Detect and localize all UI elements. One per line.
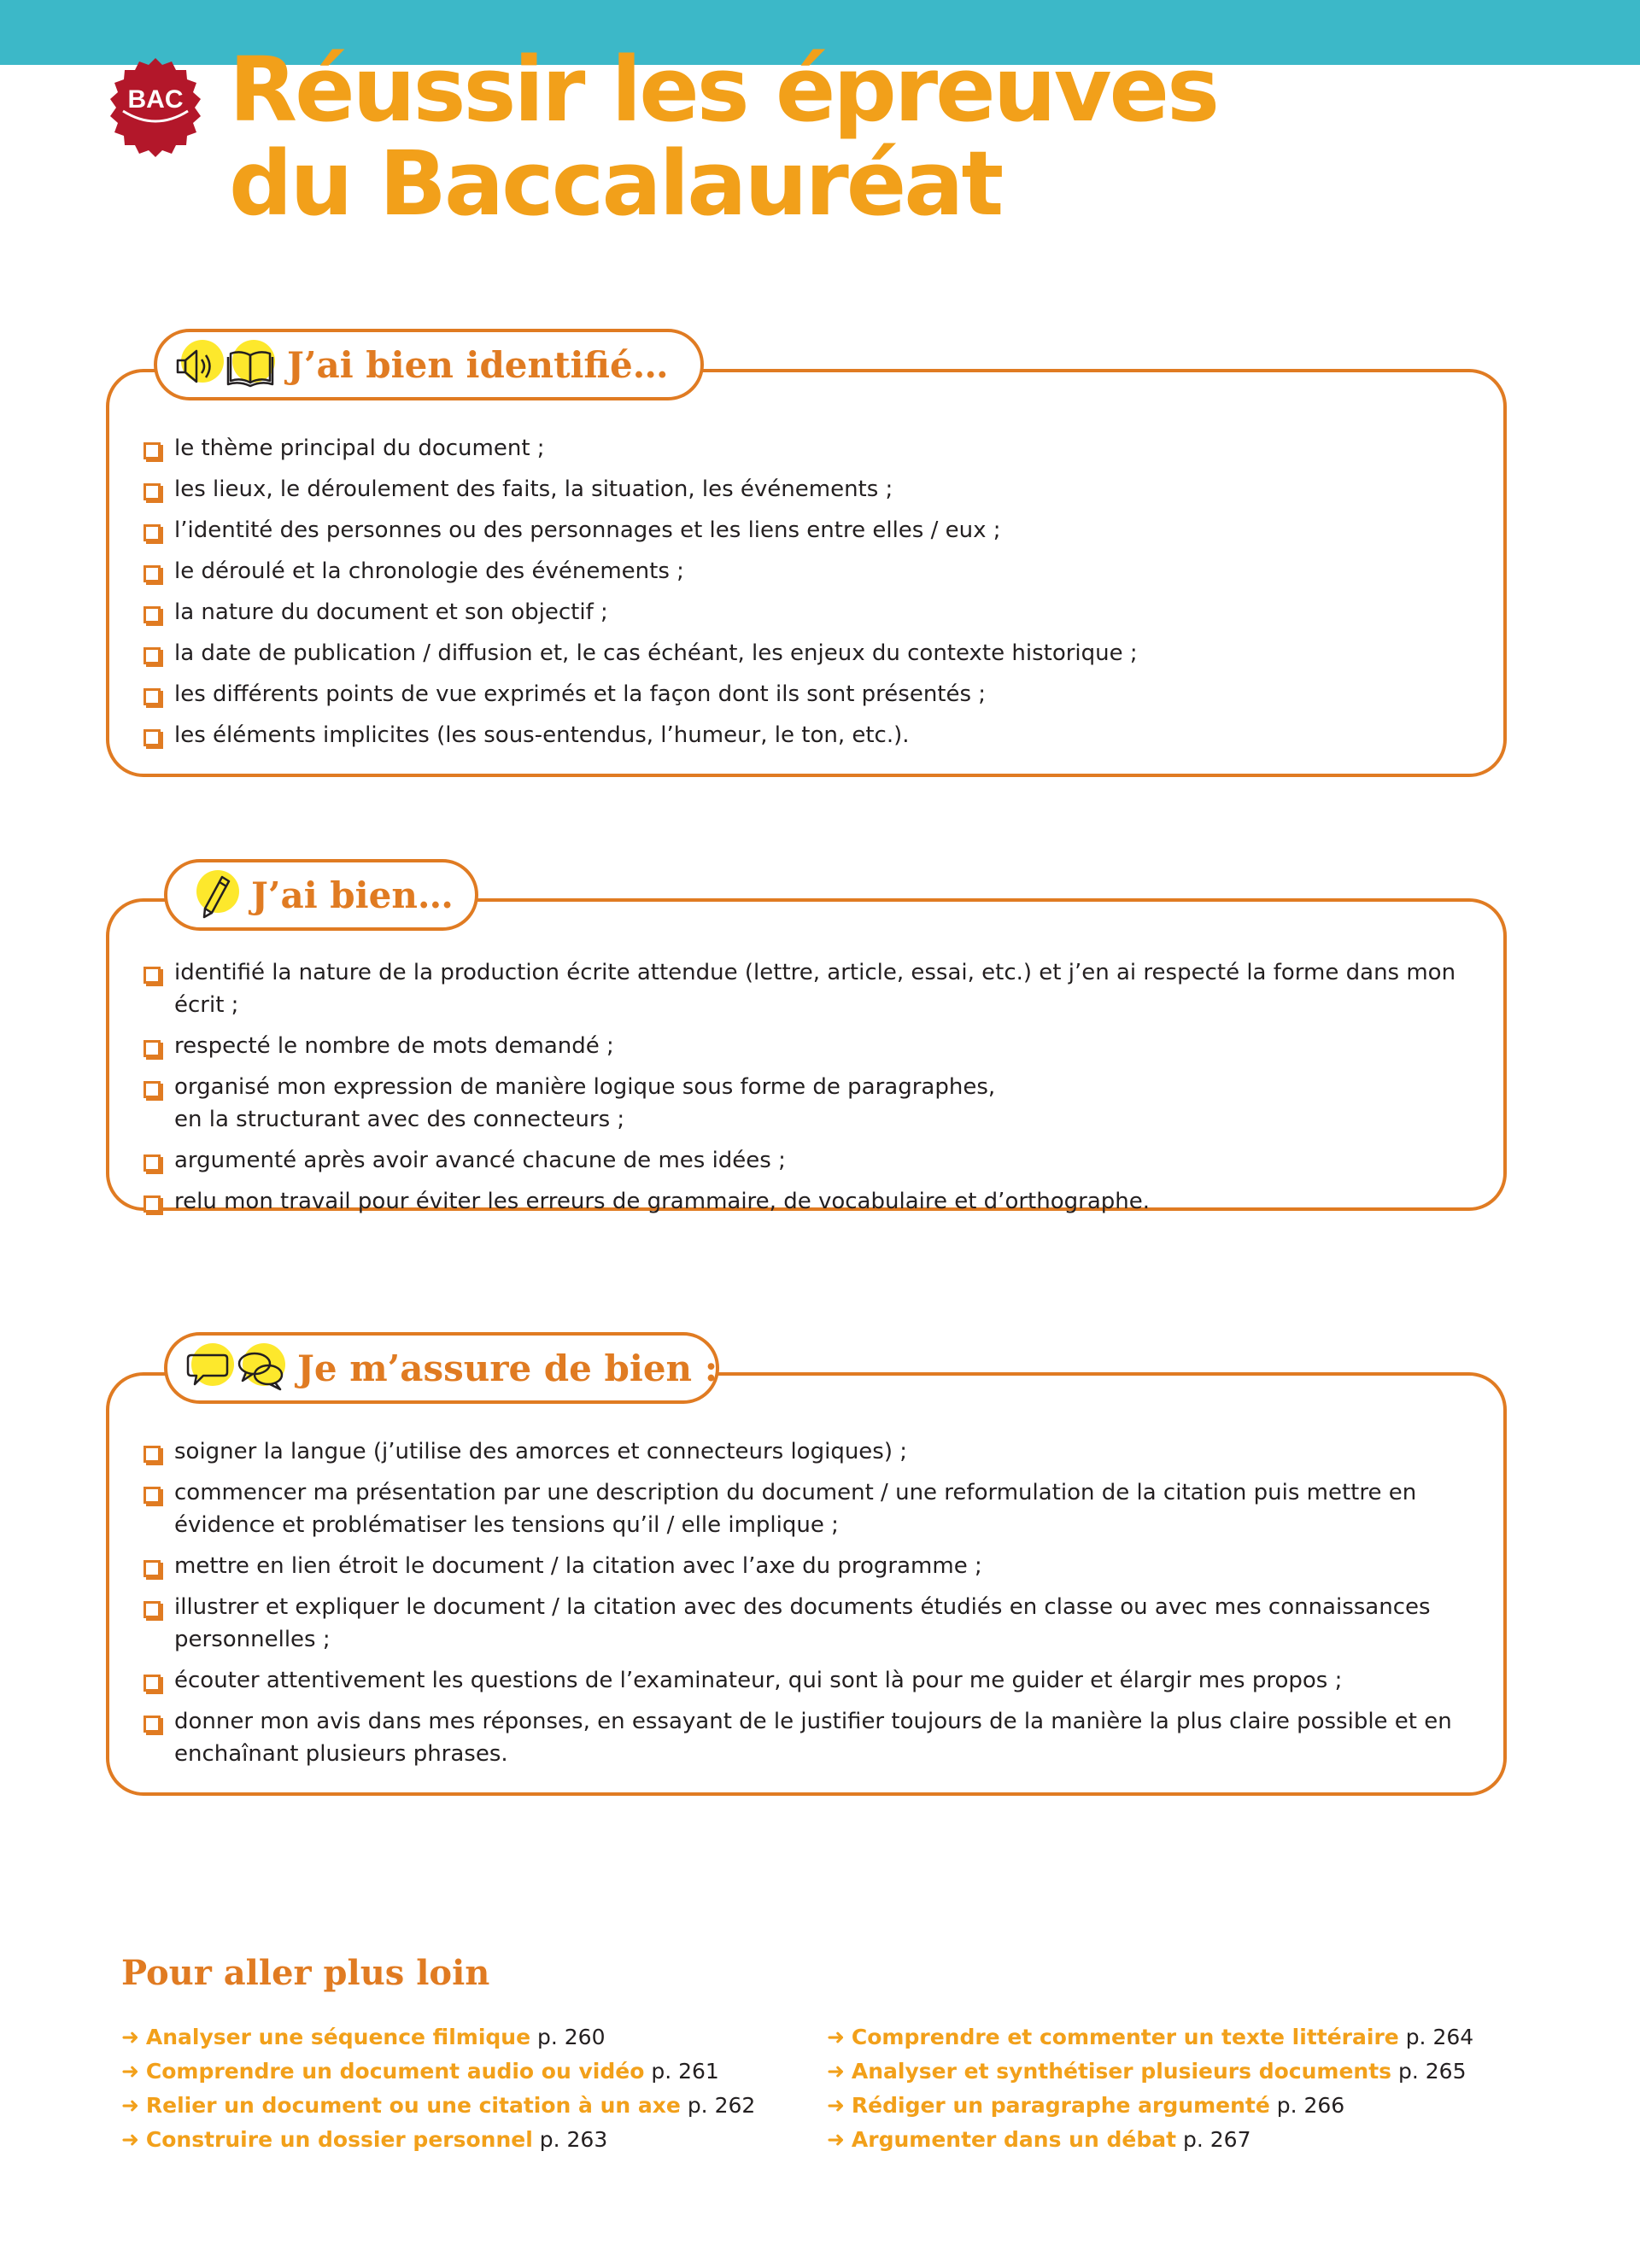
checkbox-icon [144,442,161,459]
arrow-right-icon: ➜ [827,2093,845,2118]
checklist-item-text: l’identité des personnes ou des personnages et les liens entre elles / eux ; [174,517,1001,543]
page-ref: p. 267 [1183,2127,1251,2152]
section-tab-done-well [164,859,478,931]
checkbox-icon [144,483,161,500]
arrow-right-icon: ➜ [121,2127,139,2152]
checkbox-icon [144,967,161,984]
link-text[interactable]: Relier un document ou une citation à un axe [145,2093,681,2118]
section-tab-ensure [164,1332,719,1404]
further-links-left [121,2020,755,2157]
checklist-item [144,956,1469,1021]
checkbox-icon [144,524,161,541]
checklist-item-text: respecté le nombre de mots demandé ; [174,1033,614,1059]
checklist-item [144,1030,1469,1062]
speaker-icon [174,340,224,389]
checkbox-icon [144,1195,161,1213]
checklist-item-text: le déroulé et la chronologie des événements ; [174,558,684,584]
checklist-item [144,555,1469,587]
dialogue-bubbles-icon [236,1343,285,1393]
checklist-item-text: mettre en lien étroit le document / la citation avec l’axe du programme ; [174,1553,982,1579]
checklist-item-text: relu mon travail pour éviter les erreurs de grammaire, de vocabulaire et d’orthographe. [174,1189,1150,1214]
checklist-item [144,1705,1469,1770]
bac-badge [104,56,207,159]
checklist-item-text: argumenté après avoir avancé chacune de mes idées ; [174,1148,786,1173]
checklist-item-text: identifié la nature de la production écrite attendue (lettre, article, essai, etc.) et j’en ai respecté la forme dans mon écrit ; [174,960,1456,1018]
checklist-item [144,637,1469,669]
section-title: J’ai bien… [251,874,454,916]
section-title: J’ai bien identifié… [287,343,669,386]
checkbox-icon [144,1154,161,1172]
arrow-right-icon: ➜ [827,2127,845,2152]
arrow-right-icon: ➜ [121,2059,139,2084]
checkbox-icon [144,1675,161,1692]
checklist-item-text: la date de publication / diffusion et, le cas échéant, les enjeux du contexte historique ; [174,640,1138,666]
page-ref: p. 266 [1276,2093,1345,2118]
checklist-item-text: les différents points de vue exprimés et la façon dont ils sont présentés ; [174,681,987,707]
page-ref: p. 262 [687,2093,756,2118]
checklist-item [144,514,1469,547]
section-tab-identified [154,329,704,400]
link-text[interactable]: Argumenter dans un débat [851,2127,1177,2152]
link-text[interactable]: Comprendre et commenter un texte littéraire [851,2025,1399,2049]
checklist-item [144,1550,1469,1582]
section-ensure [106,1372,1507,1796]
page-ref: p. 265 [1398,2059,1467,2084]
checkbox-icon [144,1040,161,1057]
arrow-right-icon: ➜ [827,2025,845,2049]
page-ref: p. 263 [539,2127,608,2152]
further-link[interactable] [827,2123,1473,2157]
checklist-item [144,1435,1469,1468]
link-text[interactable]: Comprendre un document audio ou vidéo [145,2059,645,2084]
checkbox-icon [144,1601,161,1618]
checklist-item [144,1144,1469,1177]
checklist-item-text: les éléments implicites (les sous-entendus, l’humeur, le ton, etc.). [174,722,910,748]
page-ref: p. 264 [1405,2025,1474,2049]
checkbox-icon [144,688,161,705]
checklist-identified [144,432,1469,760]
further-link[interactable] [827,2020,1473,2055]
checklist-item-text: commencer ma présentation par une description du document / une reformulation de la citation puis mettre en évidence et problématiser les tensions qu’il / elle implique ; [174,1480,1417,1538]
further-link[interactable] [121,2055,755,2089]
checklist-item-text: soigner la langue (j’utilise des amorces et connecteurs logiques) ; [174,1439,908,1464]
section-title: Je m’assure de bien : [297,1347,718,1389]
checkbox-icon [144,647,161,664]
checklist-item-text: donner mon avis dans mes réponses, en essayant de le justifier toujours de la manière la plus claire possible et en enchaînant plusieurs phrases. [174,1709,1452,1767]
checklist-item [144,1476,1469,1541]
checklist-item-text: les lieux, le déroulement des faits, la situation, les événements ; [174,476,893,502]
checklist-item-text: la nature du document et son objectif ; [174,599,608,625]
checklist-item [144,1185,1469,1218]
checklist-item-text: organisé mon expression de manière logique sous forme de paragraphes, en la structurant avec des connecteurs ; [174,1074,996,1132]
checklist-item [144,473,1469,506]
checklist-item-text: illustrer et expliquer le document / la citation avec des documents étudiés en classe ou avec mes connaissances personnelles ; [174,1594,1431,1652]
arrow-right-icon: ➜ [121,2025,139,2049]
arrow-right-icon: ➜ [827,2059,845,2084]
further-link[interactable] [121,2089,755,2123]
checklist-item [144,1664,1469,1697]
checkbox-icon [144,1716,161,1733]
checklist-ensure [144,1435,1469,1779]
further-links-right [827,2020,1473,2157]
pencil-icon [190,870,239,920]
checkbox-icon [144,1487,161,1504]
page-title-line-1: Réussir les épreuves [229,38,1217,142]
further-link[interactable] [121,2020,755,2055]
arrow-right-icon: ➜ [121,2093,139,2118]
checklist-item [144,678,1469,710]
page-ref: p. 261 [651,2059,719,2084]
page-title [229,38,1217,236]
section-done-well [106,898,1507,1214]
page-ref: p. 260 [537,2025,606,2049]
checklist-item-text: écouter attentivement les questions de l’examinateur, qui sont là pour me guider et élargir mes propos ; [174,1668,1343,1693]
checkbox-icon [144,1446,161,1463]
checklist-item [144,719,1469,751]
further-link[interactable] [121,2123,755,2157]
further-link[interactable] [827,2055,1473,2089]
checklist-done-well [144,956,1469,1226]
book-icon [226,340,275,389]
checkbox-icon [144,565,161,582]
section-identified [106,369,1507,777]
checklist-item [144,1591,1469,1656]
checkbox-icon [144,1081,161,1098]
page-title-line-2: du Baccalauréat [229,132,1002,236]
link-text[interactable]: Construire un dossier personnel [145,2127,533,2152]
checklist-item [144,596,1469,628]
link-text[interactable]: Rédiger un paragraphe argumenté [851,2093,1270,2118]
further-reading-title: Pour aller plus loin [121,1953,490,1993]
further-link[interactable] [827,2089,1473,2123]
checklist-item-text: le thème principal du document ; [174,435,545,461]
checklist-item [144,432,1469,465]
checkbox-icon [144,606,161,623]
bac-seal-icon [104,56,207,159]
link-text[interactable]: Analyser une séquence filmique [145,2025,531,2049]
bac-badge-text: BAC [127,85,184,114]
checkbox-icon [144,1560,161,1577]
checklist-item [144,1071,1469,1136]
link-text[interactable]: Analyser et synthétiser plusieurs documents [851,2059,1392,2084]
checkbox-icon [144,729,161,746]
speech-bubble-icon [184,1343,234,1393]
